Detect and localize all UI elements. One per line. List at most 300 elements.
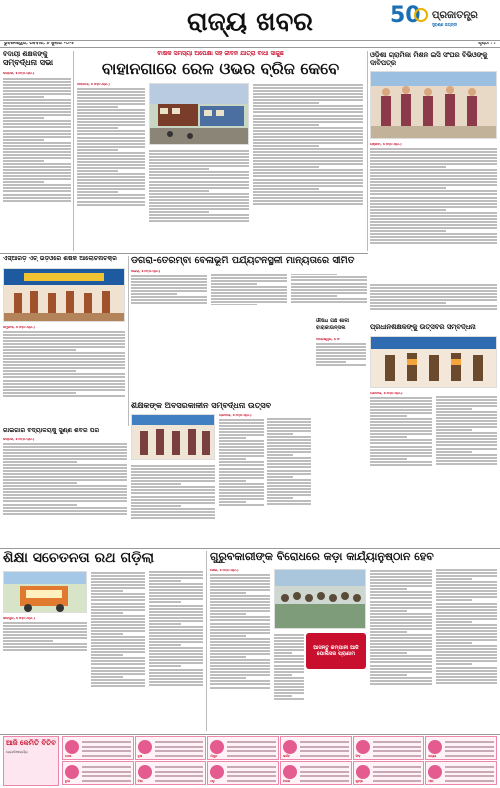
text-line [3, 513, 127, 515]
story-headline: ଔଷଧ ଗଛ ଶାଳୀ ବାରାକାଉନ୍ସଲ [316, 318, 350, 331]
text-line [3, 355, 125, 357]
text-line [291, 279, 367, 281]
text-line [149, 162, 249, 164]
text-line [219, 489, 264, 491]
text-line [370, 576, 432, 578]
text-line [131, 508, 215, 510]
text-line [3, 105, 71, 107]
text-line [131, 302, 207, 304]
text-line [267, 500, 312, 502]
text-line [210, 623, 270, 625]
text-line [3, 500, 127, 502]
sign-name: ମିଥୁନ [210, 754, 218, 758]
story-column-right-mid [370, 283, 497, 323]
text-line [370, 436, 407, 438]
text-line [3, 389, 125, 391]
text-line [370, 421, 432, 423]
text-line [300, 780, 349, 782]
text-line [155, 771, 204, 773]
text-line [267, 503, 312, 505]
text-line [77, 124, 145, 126]
text-line [3, 364, 125, 366]
text-line [77, 112, 145, 114]
story-dateline: ଭଦ୍ରକ, ୫।୭(ନି.ପ୍ର.) [3, 437, 35, 441]
text-line [436, 654, 498, 656]
text-line [77, 182, 145, 184]
text-line [219, 458, 246, 460]
text-line [149, 644, 181, 646]
text-line [210, 610, 270, 612]
zodiac-icon [210, 740, 224, 754]
text-line [155, 750, 204, 752]
zodiac-icon [65, 740, 79, 754]
text-line [91, 578, 145, 580]
text-line [370, 415, 407, 417]
text-line [149, 605, 203, 607]
text-line [210, 644, 270, 646]
text-line [253, 102, 319, 104]
text-line [149, 150, 249, 152]
text-line [291, 283, 367, 285]
text-line [370, 464, 432, 466]
text-line [77, 201, 145, 203]
text-line [210, 677, 246, 679]
text-line [370, 683, 432, 685]
story-body [131, 274, 367, 318]
text-line [267, 476, 294, 478]
text-line [267, 430, 312, 432]
horoscope-author: ଜ୍ୟୋତିଷାଚାର୍ଯ୍ୟ [6, 750, 28, 754]
story-dateline: ଚାନ୍ଦବାଲି, ୫।୭(ନି.ପ୍ର.) [370, 392, 403, 395]
text-line [77, 176, 145, 178]
text-line [370, 591, 432, 593]
page-title: ରାଜ୍ୟ ଖବର [186, 8, 314, 37]
text-line [274, 683, 304, 685]
text-line [370, 418, 432, 420]
text-line [370, 671, 432, 673]
text-line [436, 444, 498, 446]
text-line [219, 419, 264, 421]
text-line [370, 166, 446, 168]
text-line [210, 629, 270, 631]
text-line [91, 663, 145, 665]
text-line [3, 631, 87, 633]
text-line [3, 178, 71, 180]
text-line [436, 584, 498, 586]
text-line [436, 578, 473, 580]
text-line [370, 655, 432, 657]
text-line [77, 204, 145, 206]
text-line [3, 476, 127, 478]
text-line [91, 587, 145, 589]
text-line [274, 634, 304, 636]
text-line [370, 643, 432, 645]
text-line [370, 427, 432, 429]
text-line [253, 136, 363, 138]
date-bar [0, 40, 500, 48]
text-line [227, 780, 276, 782]
text-line [77, 197, 145, 199]
text-line [91, 593, 145, 595]
text-line [370, 649, 432, 651]
text-line [370, 239, 497, 241]
text-line [267, 488, 312, 490]
story-strict-action [210, 551, 497, 731]
text-line [3, 628, 87, 630]
text-line [274, 692, 304, 694]
text-line [300, 755, 349, 757]
text-line [210, 635, 246, 637]
text-line [210, 613, 246, 615]
text-line [267, 482, 312, 484]
text-line [149, 626, 203, 628]
text-line [370, 668, 432, 670]
text-line [274, 689, 304, 691]
text-line [370, 287, 497, 289]
text-line [373, 746, 422, 748]
sign-name: ଧନୁ [210, 779, 215, 783]
text-line [219, 504, 264, 506]
text-line [370, 619, 432, 621]
text-line [211, 283, 257, 285]
text-line [3, 634, 87, 636]
text-line [149, 675, 203, 677]
text-line [149, 196, 249, 198]
text-line [267, 479, 312, 481]
text-line [267, 424, 312, 426]
text-line [436, 645, 498, 647]
text-line [131, 293, 177, 295]
text-line [149, 672, 203, 674]
text-line [210, 653, 270, 655]
text-line [274, 680, 304, 682]
text-line [267, 460, 312, 462]
text-line [274, 649, 304, 651]
text-line [373, 741, 422, 743]
text-line [82, 755, 131, 757]
text-line [3, 640, 53, 642]
text-line [370, 607, 432, 609]
zodiac-icon [138, 740, 152, 754]
text-line [77, 164, 145, 166]
text-line [77, 173, 145, 175]
text-line [77, 161, 145, 163]
text-line [300, 771, 349, 773]
story-dateline: ଭଦ୍ରକ, ୫।୭(ନି.ପ୍ର.) [3, 71, 35, 75]
text-line [436, 636, 498, 638]
text-line [219, 455, 264, 457]
text-line [370, 585, 432, 587]
text-line [267, 427, 312, 429]
text-line [210, 616, 270, 618]
story-body-continuation [253, 200, 363, 250]
sign-name: ମୀନ [428, 779, 434, 783]
text-line [77, 188, 145, 190]
text-line [3, 352, 125, 354]
text-line [149, 580, 181, 582]
text-line [436, 411, 498, 413]
text-line [3, 361, 125, 363]
text-line [436, 426, 498, 428]
text-line [219, 474, 264, 476]
text-line [370, 200, 497, 202]
text-line [3, 491, 127, 493]
text-line [211, 280, 287, 282]
story-body [3, 330, 125, 422]
text-line [3, 96, 44, 98]
text-line [436, 593, 498, 595]
text-line [370, 296, 497, 298]
text-line [253, 130, 363, 132]
text-line [3, 81, 71, 83]
zodiac-icon [428, 765, 442, 779]
text-line [219, 434, 264, 436]
text-line [227, 755, 276, 757]
text-line [131, 275, 207, 277]
horoscope-sign [425, 736, 497, 760]
story-body-2 [91, 571, 203, 729]
text-line [91, 599, 145, 601]
text-line [267, 494, 312, 496]
story-body-2 [149, 149, 249, 249]
text-line [267, 439, 312, 441]
text-line [300, 750, 349, 752]
text-line [149, 571, 203, 573]
text-line [3, 93, 71, 95]
sign-name: ସିଂହ [355, 754, 361, 758]
text-line [77, 103, 145, 105]
text-line [149, 656, 203, 658]
text-line [3, 343, 125, 345]
text-line [77, 191, 118, 193]
text-line [210, 650, 270, 652]
text-line [3, 87, 71, 89]
text-line [436, 423, 498, 425]
police-banner [306, 633, 366, 669]
text-line [253, 87, 363, 89]
text-line [274, 665, 304, 667]
text-line [370, 209, 446, 211]
text-line [3, 373, 125, 375]
text-line [77, 179, 145, 181]
text-line [253, 160, 363, 162]
text-line [149, 665, 181, 667]
text-line [3, 649, 87, 651]
text-line [3, 482, 77, 484]
text-line [149, 208, 249, 210]
text-line [436, 603, 498, 605]
text-line [149, 211, 209, 213]
text-line [149, 608, 203, 610]
story-body [77, 87, 145, 247]
text-line [370, 409, 432, 411]
zodiac-icon [356, 765, 370, 779]
story-body [219, 418, 311, 538]
text-line [370, 215, 497, 217]
text-line [436, 633, 498, 635]
meeting-photo [370, 71, 497, 139]
text-line [370, 224, 497, 226]
text-line [291, 276, 367, 278]
text-line [316, 352, 366, 354]
horoscope-sign [135, 736, 207, 760]
text-line [370, 157, 497, 159]
text-line [219, 446, 264, 448]
text-line [436, 581, 498, 583]
text-line [149, 638, 203, 640]
text-line [3, 637, 87, 639]
story-headline: ଡଗରା-ତେରମ୍ବା ବେଳାଭୂମି ପର୍ଯ୍ୟଟନସ୍ଥଳୀ ମାନ୍ୟତାରେ ସୀମିତ [131, 256, 355, 266]
zodiac-icon [65, 765, 79, 779]
text-line [274, 674, 292, 676]
text-line [3, 154, 71, 156]
text-line [370, 233, 497, 235]
text-line [300, 746, 349, 748]
text-line [3, 452, 127, 454]
horoscope-sign [62, 736, 134, 760]
horoscope-sign [353, 761, 425, 785]
text-line [373, 750, 422, 752]
text-line [436, 606, 498, 608]
text-line [3, 197, 71, 199]
text-line [436, 572, 498, 574]
text-line [253, 179, 363, 181]
text-line [3, 190, 71, 192]
text-line [3, 102, 71, 104]
text-line [436, 457, 498, 459]
text-line [149, 217, 249, 219]
text-line [3, 358, 125, 360]
story-headline: ଗାଇଗାରି ବିଦ୍ୟାଳୟକୁ ସୁର୍ଣ୍ଣ ଶିବିର ପରି [3, 428, 100, 434]
text-line [3, 340, 125, 342]
text-line [436, 435, 498, 437]
zodiac-icon [356, 740, 370, 754]
text-line [131, 281, 207, 283]
text-line [253, 163, 363, 165]
text-line [91, 679, 145, 681]
story-headline: ଏସ୍‌ଆରଡ଼ି ଏଚ୍‌ ଭିଡ଼ିଓରେ ଶର୍ଷିକ ଆଲୋଚନାଚକ୍ର [3, 256, 117, 262]
text-line [436, 682, 498, 684]
crowd-photo [274, 569, 366, 629]
text-line [210, 592, 246, 594]
text-line [149, 156, 249, 158]
text-line [91, 660, 145, 662]
text-line [91, 630, 145, 632]
text-line [131, 502, 215, 504]
banner-text: ଆସନ୍ତୁ କମ୍ପାନୀ ଆଜି ପୋଲିସର ପ୍ରାଣାମ [313, 644, 359, 657]
text-line [131, 492, 215, 494]
sign-name: ମକର [283, 779, 291, 783]
text-line [3, 194, 71, 196]
text-line [3, 99, 71, 101]
text-line [210, 662, 270, 664]
text-line [436, 420, 498, 422]
story-farewell-teacher [3, 51, 71, 251]
text-line [253, 90, 363, 92]
text-line [267, 473, 312, 475]
text-line [149, 199, 249, 201]
text-line [253, 111, 363, 113]
text-line [91, 645, 145, 647]
text-line [370, 625, 432, 627]
text-line [253, 121, 363, 123]
text-line [149, 592, 203, 594]
text-line [3, 504, 77, 506]
text-line [219, 449, 264, 451]
text-line [219, 428, 264, 430]
text-line [436, 587, 498, 589]
text-line [210, 595, 270, 597]
text-line [3, 643, 87, 645]
text-line [210, 598, 270, 600]
text-line [370, 573, 432, 575]
text-line [149, 165, 249, 167]
horoscope-sign [135, 761, 207, 785]
text-line [3, 349, 76, 351]
text-line [253, 166, 319, 168]
text-line [3, 386, 125, 388]
text-line [436, 651, 498, 653]
text-line [253, 118, 363, 120]
sign-name: ମେଷ [65, 754, 72, 758]
text-line [131, 505, 181, 507]
text-line [436, 441, 498, 443]
text-line [370, 680, 432, 682]
text-line [91, 609, 145, 611]
text-line [436, 612, 498, 614]
text-line [291, 292, 367, 294]
story-awareness-chariot [3, 551, 203, 731]
story-medicinal-plant [316, 318, 366, 378]
sign-name: ତୁଳା [65, 779, 70, 783]
text-line [267, 454, 294, 456]
story-headline: ଓଡ଼ିଶା ଗ୍ରାମିକା ମିଶନ ଇସି ସଂଘର ବିଭିଓଙ୍କୁ ଦାବିପତ୍ର [370, 51, 488, 67]
horoscope-sign [62, 761, 134, 785]
text-line [77, 146, 145, 148]
text-line [211, 277, 287, 279]
text-line [3, 78, 71, 80]
text-line [370, 178, 497, 180]
text-line [91, 639, 145, 641]
text-line [149, 577, 203, 579]
text-line [219, 477, 264, 479]
text-line [210, 687, 270, 689]
text-line [436, 657, 498, 659]
text-line [370, 400, 432, 402]
train-photo [149, 83, 249, 145]
text-line [253, 157, 363, 159]
text-line [267, 451, 312, 453]
text-line [131, 471, 215, 473]
text-line [436, 660, 498, 662]
text-line [267, 448, 312, 450]
text-line [253, 105, 363, 107]
text-line [91, 673, 145, 675]
text-line [370, 154, 497, 156]
text-line [445, 741, 494, 743]
text-line [370, 187, 446, 189]
text-line [131, 477, 215, 479]
text-line [82, 741, 131, 743]
text-line [149, 635, 203, 637]
text-line [3, 133, 71, 135]
text-line [370, 403, 432, 405]
story-body-2 [131, 464, 215, 540]
text-line [149, 669, 203, 671]
text-line [210, 632, 270, 634]
text-line [370, 284, 497, 286]
text-line [219, 480, 246, 482]
